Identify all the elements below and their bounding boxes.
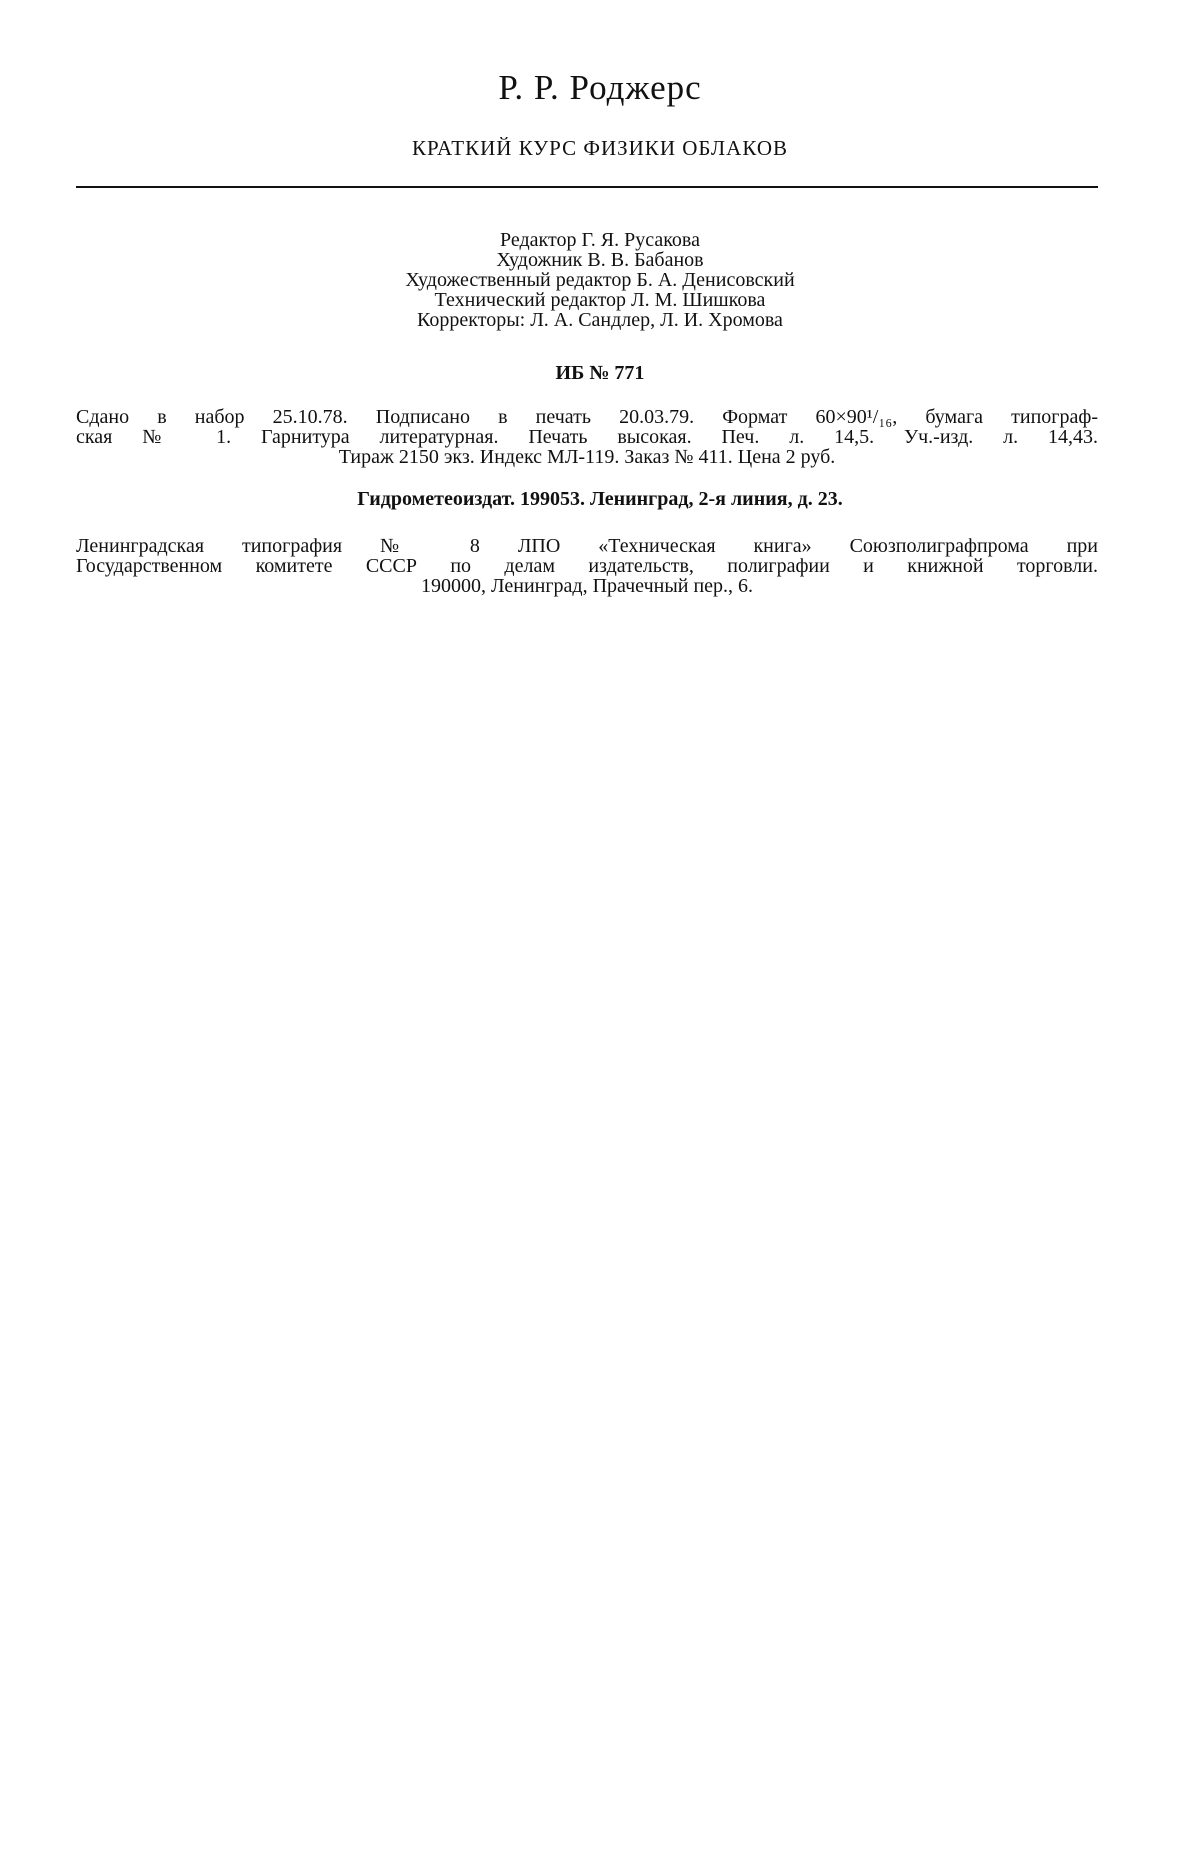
credit-proofreaders: Корректоры: Л. А. Сандлер, Л. И. Хромова — [417, 309, 783, 331]
credits-block — [0, 230, 1200, 330]
imprint-line-2: ская № 1. Гарнитура литературная. Печать высокая. Печ. л. 14,5. Уч.-изд. л. 14,43. — [76, 426, 1098, 448]
credit-technical-editor: Технический редактор Л. М. Шишкова — [434, 289, 766, 311]
imprint-line-3: Тираж 2150 экз. Индекс МЛ-119. Заказ № 411. Цена 2 руб. — [338, 446, 836, 468]
ib-number: ИБ № 771 — [555, 362, 645, 384]
credit-editor: Редактор Г. Я. Русакова — [500, 229, 700, 251]
printer-line-3: 190000, Ленинград, Прачечный пер., 6. — [420, 575, 754, 597]
imprint-line-1: Сдано в набор 25.10.78. Подписано в печать 20.03.79. Формат 60×90¹/₁₆, бумага типограф- — [76, 406, 1098, 428]
horizontal-divider — [76, 186, 1098, 188]
printer-block — [76, 536, 1098, 596]
printer-line-2: Государственном комитете СССР по делам издательств, полиграфии и книжной торговли. — [76, 555, 1098, 577]
imprint-block — [76, 407, 1098, 467]
book-title: КРАТКИЙ КУРС ФИЗИКИ ОБЛАКОВ — [411, 136, 788, 160]
publisher-address: Гидрометеоиздат. 199053. Ленинград, 2-я линия, д. 23. — [357, 488, 843, 510]
author-name: Р. Р. Роджерс — [498, 68, 702, 107]
credit-art-editor: Художественный редактор Б. А. Денисовский — [405, 269, 795, 291]
credit-artist: Художник В. В. Бабанов — [496, 249, 704, 271]
printer-line-1: Ленинградская типография № 8 ЛПО «Техническая книга» Союзполиграфпрома при — [76, 535, 1098, 557]
